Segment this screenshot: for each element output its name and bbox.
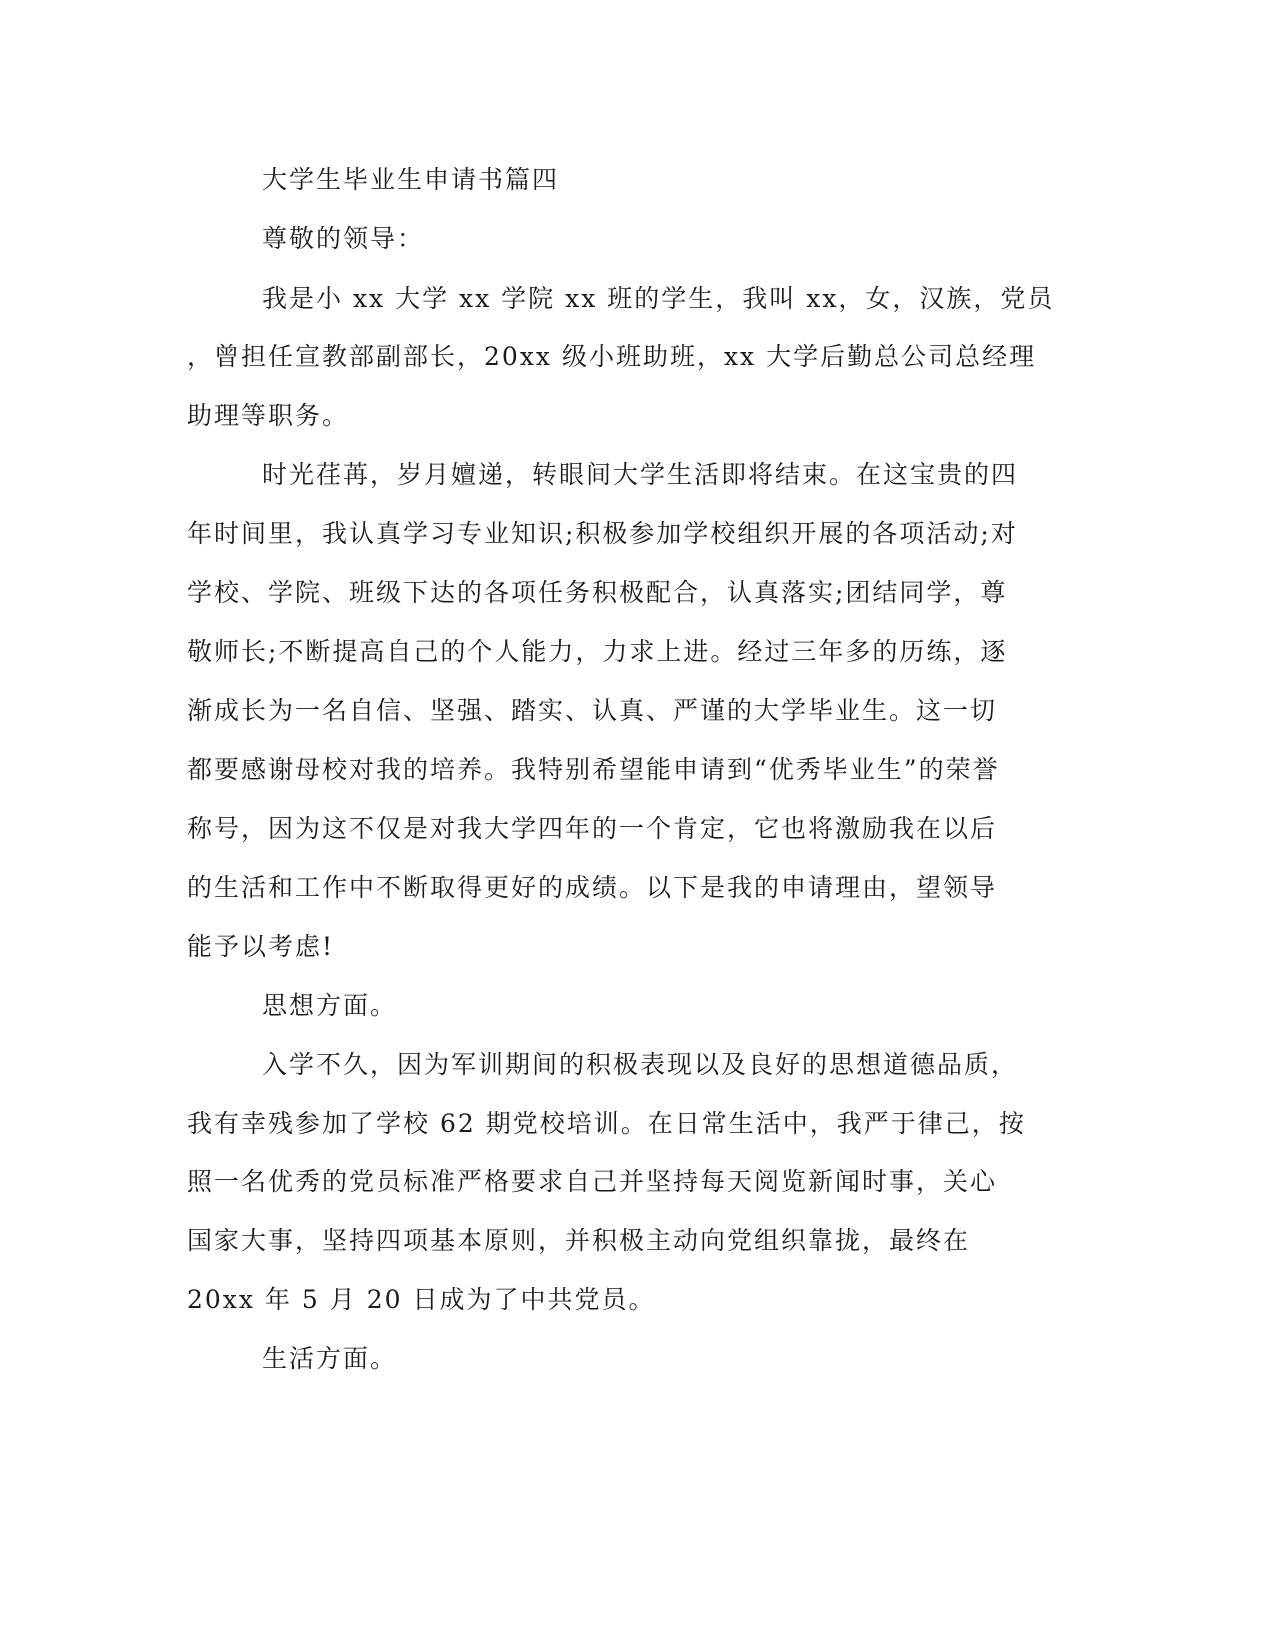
paragraph-line: 我有幸残参加了学校 62 期党校培训。在日常生活中，我严于律己，按 [187, 1109, 1026, 1138]
paragraph-line: 渐成长为一名自信、坚强、踏实、认真、严谨的大学毕业生。这一切 [187, 696, 998, 725]
paragraph-line: 我是小 xx 大学 xx 学院 xx 班的学生，我叫 xx，女，汉族，党员 [262, 284, 1055, 313]
section-heading: 生活方面。 [262, 1344, 398, 1373]
paragraph-line: 时光荏苒，岁月嬗递，转眼间大学生活即将结束。在这宝贵的四 [262, 460, 1019, 489]
salutation: 尊敬的领导： [262, 224, 425, 253]
paragraph-line: 国家大事，坚持四项基本原则，并积极主动向党组织靠拢，最终在 [187, 1226, 971, 1255]
paragraph-line: 学校、学院、班级下达的各项任务积极配合，认真落实;团结同学，尊 [187, 578, 1008, 607]
paragraph-line: 敬师长;不断提高自己的个人能力，力求上进。经过三年多的历练，逐 [187, 637, 1008, 666]
paragraph-line: 都要感谢母校对我的培养。我特别希望能申请到“优秀毕业生”的荣誉 [187, 755, 1000, 784]
section-heading: 思想方面。 [262, 991, 398, 1020]
paragraph-line: 年时间里，我认真学习专业知识;积极参加学校组织开展的各项活动;对 [187, 519, 1018, 548]
document-title: 大学生毕业生申请书篇四 [262, 165, 560, 194]
paragraph-line: 能予以考虑! [187, 932, 335, 961]
paragraph-line: 的生活和工作中不断取得更好的成绩。以下是我的申请理由，望领导 [187, 873, 998, 902]
paragraph-line: ，曾担任宣教部副部长，20xx 级小班助班，xx 大学后勤总公司总经理 [187, 342, 1037, 371]
paragraph-line: 助理等职务。 [187, 401, 350, 430]
paragraph-line: 入学不久，因为军训期间的积极表现以及良好的思想道德品质， [262, 1050, 1019, 1079]
paragraph-line: 照一名优秀的党员标准严格要求自己并坚持每天阅览新闻时事，关心 [187, 1167, 998, 1196]
paragraph-line: 20xx 年 5 月 20 日成为了中共党员。 [187, 1285, 656, 1314]
paragraph-line: 称号，因为这不仅是对我大学四年的一个肯定，它也将激励我在以后 [187, 814, 998, 843]
